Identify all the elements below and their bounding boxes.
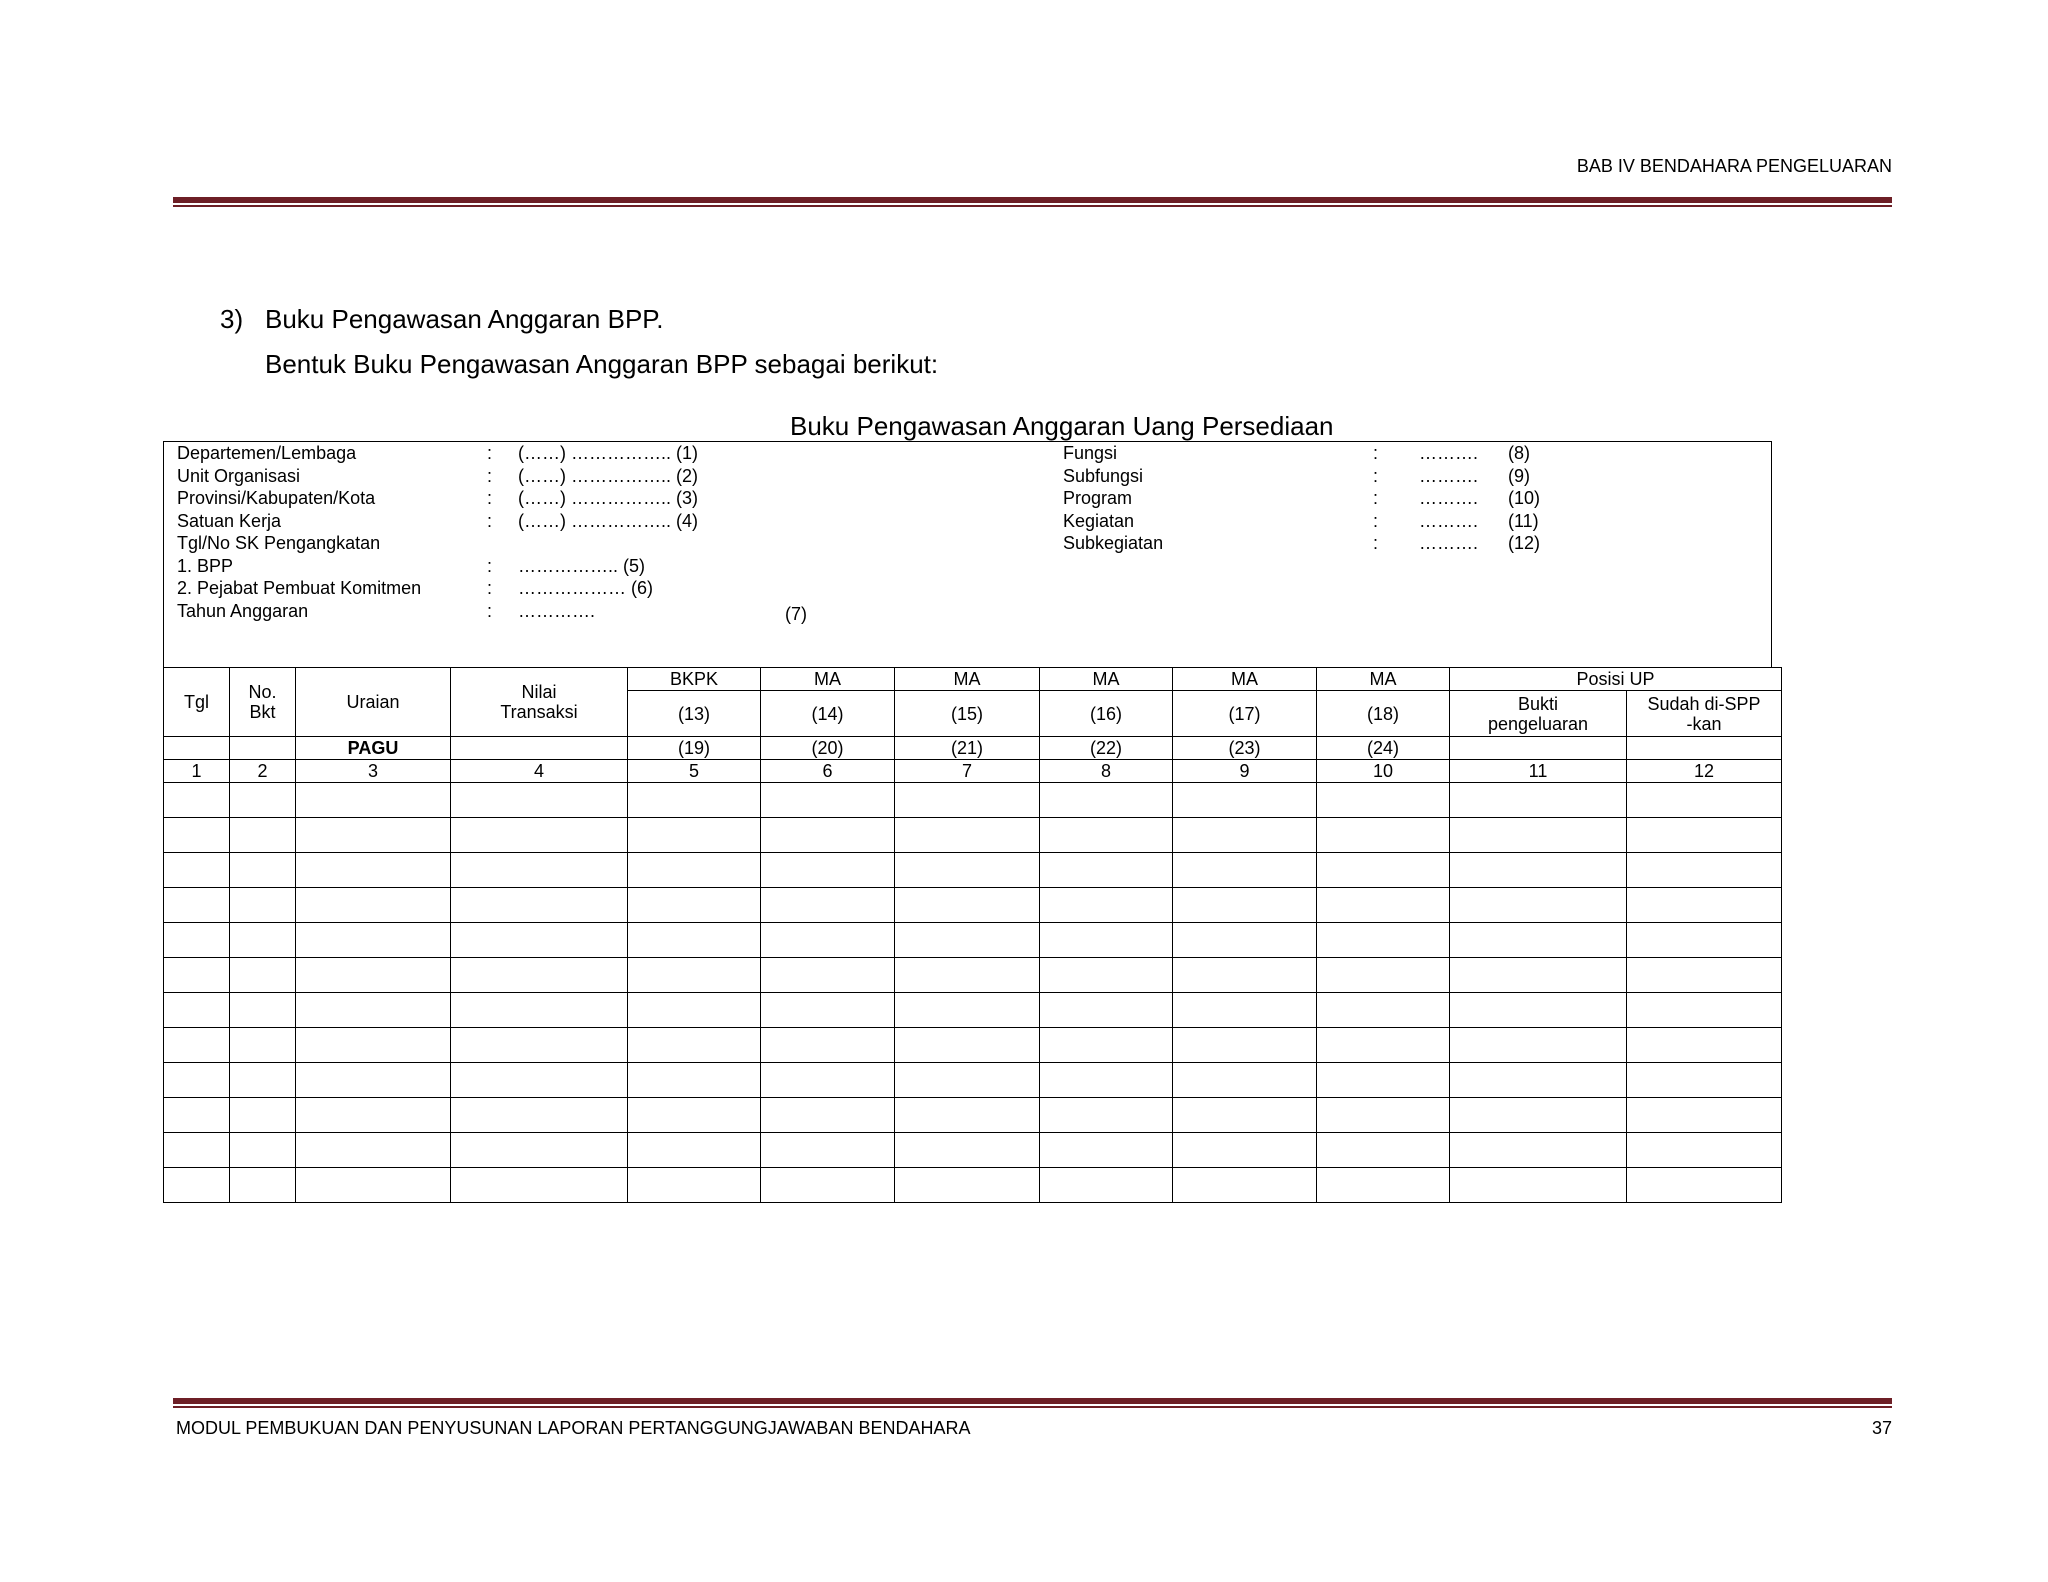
table-cell: [451, 1063, 628, 1098]
table-cell: [628, 1133, 761, 1168]
table-cell: [1040, 923, 1173, 958]
footer-rule: [173, 1398, 1892, 1404]
table-cell: [1317, 1168, 1450, 1203]
table-cell: [895, 1168, 1040, 1203]
field-value: ……………… (6): [518, 578, 653, 598]
field-ref: (8): [1508, 443, 1530, 463]
table-cell: [1450, 853, 1627, 888]
account-head: MA: [895, 668, 1040, 691]
field-sep: :: [487, 578, 493, 598]
table-row: [164, 1028, 1782, 1063]
table-cell: [1317, 1133, 1450, 1168]
section-description: Bentuk Buku Pengawasan Anggaran BPP sebagai berikut:: [265, 349, 939, 379]
table-cell: [1040, 888, 1173, 923]
table-cell: [895, 888, 1040, 923]
table-cell: [164, 783, 230, 818]
table-row: [164, 923, 1782, 958]
table-row: [164, 1168, 1782, 1203]
table-cell: [1040, 1028, 1173, 1063]
table-cell: [451, 1168, 628, 1203]
table-cell: [761, 1028, 895, 1063]
pagu-code: (19): [628, 737, 761, 760]
table-cell: [761, 1098, 895, 1133]
field-label: Tgl/No SK Pengangkatan: [177, 533, 381, 553]
table-row: [164, 958, 1782, 993]
table-cell: [628, 1063, 761, 1098]
field-sep: :: [487, 600, 493, 621]
table-cell: [1040, 1098, 1173, 1133]
column-number: 12: [1627, 760, 1782, 783]
form-header-box: [163, 441, 1772, 668]
table-cell: [1317, 818, 1450, 853]
table-cell: [296, 1133, 451, 1168]
table-cell: [1627, 1133, 1782, 1168]
table-cell: [761, 1168, 895, 1203]
account-head: MA: [761, 668, 895, 691]
field-ref: (9): [1508, 465, 1530, 486]
field-sep: :: [1373, 443, 1379, 463]
table-cell: [1450, 818, 1627, 853]
table-row: [164, 1098, 1782, 1133]
table-cell: [1173, 853, 1317, 888]
field-sep: :: [487, 488, 493, 508]
table-cell: [230, 993, 296, 1028]
field-label: Satuan Kerja: [177, 510, 282, 531]
table-cell: [628, 1098, 761, 1133]
table-cell: [628, 818, 761, 853]
field-label: Provinsi/Kabupaten/Kota: [177, 488, 376, 508]
field-sep: :: [1373, 533, 1379, 553]
column-number: 6: [761, 760, 895, 783]
column-number: 4: [451, 760, 628, 783]
table-cell: [1173, 1098, 1317, 1133]
table-cell: [451, 1028, 628, 1063]
ledger-table: [163, 667, 1782, 1203]
table-cell: [1173, 923, 1317, 958]
table-cell: [628, 853, 761, 888]
table-cell: [296, 1063, 451, 1098]
table-cell: [164, 853, 230, 888]
table-cell: [1173, 888, 1317, 923]
table-cell: [1450, 958, 1627, 993]
table-cell: [230, 923, 296, 958]
field-sep: :: [1373, 510, 1379, 531]
column-number-row: [164, 760, 1782, 783]
table-cell: [628, 888, 761, 923]
table-cell: [895, 1028, 1040, 1063]
table-cell: [451, 853, 628, 888]
tahun-ref: (7): [785, 604, 807, 624]
col-header-bukti-pengeluaran: Bukti pengeluaran: [1450, 691, 1627, 737]
table-cell: [230, 853, 296, 888]
field-label: Program: [1063, 488, 1133, 508]
table-cell: [1317, 853, 1450, 888]
pagu-label: PAGU: [296, 737, 451, 760]
pagu-row: [164, 737, 1782, 760]
field-label: 2. Pejabat Pembuat Komitmen: [177, 578, 422, 598]
table-cell: [1627, 853, 1782, 888]
table-cell: [1627, 737, 1782, 760]
field-sep: :: [487, 510, 493, 531]
table-row: [164, 888, 1782, 923]
table-cell: [628, 1168, 761, 1203]
field-label: Fungsi: [1063, 443, 1118, 463]
chapter-header: BAB IV BENDAHARA PENGELUARAN: [1576, 156, 1892, 176]
table-cell: [451, 888, 628, 923]
col-header-posisi-up: Posisi UP: [1450, 668, 1782, 691]
pagu-code: (20): [761, 737, 895, 760]
table-cell: [164, 888, 230, 923]
field-dots: ……….: [1419, 510, 1479, 531]
column-number: 2: [230, 760, 296, 783]
table-cell: [895, 818, 1040, 853]
field-label: Departemen/Lembaga: [177, 443, 357, 463]
table-cell: [164, 923, 230, 958]
pagu-code: (21): [895, 737, 1040, 760]
table-cell: [1173, 993, 1317, 1028]
table-cell: [296, 1028, 451, 1063]
table-cell: [1450, 1133, 1627, 1168]
table-cell: [164, 1063, 230, 1098]
table-cell: [230, 737, 296, 760]
table-cell: [451, 958, 628, 993]
table-cell: [628, 958, 761, 993]
table-cell: [895, 993, 1040, 1028]
table-row: [164, 1133, 1782, 1168]
pagu-code: (22): [1040, 737, 1173, 760]
table-cell: [451, 1133, 628, 1168]
table-cell: [296, 783, 451, 818]
field-value: (……) …………….. (3): [518, 488, 698, 508]
table-cell: [1040, 853, 1173, 888]
page-number: 37: [1871, 1418, 1892, 1438]
table-cell: [628, 1028, 761, 1063]
table-cell: [296, 888, 451, 923]
pagu-code: (24): [1317, 737, 1450, 760]
table-cell: [1040, 1168, 1173, 1203]
table-cell: [1450, 1098, 1627, 1133]
field-label: Unit Organisasi: [177, 465, 301, 486]
table-cell: [761, 1063, 895, 1098]
table-cell: [1040, 818, 1173, 853]
table-cell: [230, 783, 296, 818]
table-cell: [1317, 1098, 1450, 1133]
table-row: [164, 783, 1782, 818]
table-cell: [1173, 818, 1317, 853]
table-cell: [451, 818, 628, 853]
table-cell: [230, 1133, 296, 1168]
column-number: 10: [1317, 760, 1450, 783]
table-cell: [1450, 888, 1627, 923]
field-sep: :: [1373, 465, 1379, 486]
table-cell: [1317, 1028, 1450, 1063]
field-value: ………….: [518, 600, 596, 621]
field-label: Subkegiatan: [1063, 533, 1164, 553]
table-cell: [1627, 783, 1782, 818]
table-cell: [164, 818, 230, 853]
section-title: Buku Pengawasan Anggaran BPP.: [265, 304, 664, 334]
table-cell: [1173, 1028, 1317, 1063]
table-cell: [230, 1063, 296, 1098]
form-title: Buku Pengawasan Anggaran Uang Persediaan: [790, 411, 1334, 441]
table-cell: [1627, 1098, 1782, 1133]
column-number: 8: [1040, 760, 1173, 783]
table-cell: [895, 1133, 1040, 1168]
table-cell: [1627, 1063, 1782, 1098]
table-cell: [628, 783, 761, 818]
account-code: (15): [895, 691, 1040, 737]
table-cell: [1627, 958, 1782, 993]
field-value: (……) …………….. (2): [518, 465, 698, 486]
account-head: BKPK: [628, 668, 761, 691]
table-cell: [1450, 1168, 1627, 1203]
table-cell: [296, 923, 451, 958]
table-cell: [230, 958, 296, 993]
table-cell: [1627, 818, 1782, 853]
account-code: (14): [761, 691, 895, 737]
table-cell: [895, 1098, 1040, 1133]
table-cell: [1173, 958, 1317, 993]
table-row: [164, 993, 1782, 1028]
table-cell: [895, 958, 1040, 993]
table-cell: [761, 993, 895, 1028]
table-cell: [230, 888, 296, 923]
table-cell: [296, 818, 451, 853]
field-label: Kegiatan: [1063, 510, 1135, 531]
column-number: 7: [895, 760, 1040, 783]
field-value: (……) …………….. (4): [518, 510, 698, 531]
field-label: Tahun Anggaran: [177, 600, 309, 621]
table-cell: [164, 958, 230, 993]
table-cell: [895, 923, 1040, 958]
account-head: MA: [1173, 668, 1317, 691]
table-cell: [1317, 923, 1450, 958]
table-cell: [230, 1098, 296, 1133]
table-cell: [230, 1028, 296, 1063]
table-cell: [296, 1098, 451, 1133]
table-cell: [1317, 958, 1450, 993]
table-cell: [164, 737, 230, 760]
col-header-no-bkt: No. Bkt: [230, 668, 296, 737]
table-cell: [1627, 888, 1782, 923]
column-number: 3: [296, 760, 451, 783]
table-cell: [761, 1133, 895, 1168]
table-cell: [761, 888, 895, 923]
table-cell: [628, 993, 761, 1028]
column-number: 1: [164, 760, 230, 783]
table-cell: [296, 1168, 451, 1203]
table-cell: [164, 1133, 230, 1168]
field-dots: ……….: [1419, 465, 1479, 486]
field-sep: :: [487, 465, 493, 486]
col-header-tgl: Tgl: [164, 668, 230, 737]
table-cell: [1450, 1028, 1627, 1063]
table-cell: [1317, 1063, 1450, 1098]
table-cell: [164, 1168, 230, 1203]
table-cell: [1040, 783, 1173, 818]
table-cell: [1317, 993, 1450, 1028]
footer-rule-thin: [173, 1406, 1892, 1408]
table-cell: [895, 1063, 1040, 1098]
table-cell: [1173, 1063, 1317, 1098]
field-sep: :: [1373, 488, 1379, 508]
account-code: (16): [1040, 691, 1173, 737]
field-dots: ……….: [1419, 533, 1479, 553]
section-number: 3): [220, 304, 244, 334]
column-number: 5: [628, 760, 761, 783]
table-cell: [164, 993, 230, 1028]
table-cell: [761, 853, 895, 888]
table-row: [164, 1063, 1782, 1098]
field-sep: :: [487, 555, 493, 576]
table-cell: [1040, 958, 1173, 993]
field-ref: (10): [1508, 488, 1541, 508]
header-rule: [173, 197, 1892, 203]
table-cell: [1317, 783, 1450, 818]
table-cell: [761, 958, 895, 993]
table-cell: [1450, 993, 1627, 1028]
table-cell: [1450, 783, 1627, 818]
table-cell: [1317, 888, 1450, 923]
table-cell: [1173, 1168, 1317, 1203]
header-rule-thin: [173, 205, 1892, 207]
footer-module-title: MODUL PEMBUKUAN DAN PENYUSUNAN LAPORAN PERTANGGUNGJAWABAN BENDAHARA: [176, 1418, 971, 1438]
table-cell: [1040, 993, 1173, 1028]
field-label: Subfungsi: [1063, 465, 1144, 486]
table-row: [164, 853, 1782, 888]
account-code: (17): [1173, 691, 1317, 737]
field-ref: (12): [1508, 533, 1541, 553]
table-cell: [761, 783, 895, 818]
column-number: 9: [1173, 760, 1317, 783]
table-cell: [761, 923, 895, 958]
field-ref: (11): [1508, 510, 1539, 531]
table-cell: [895, 853, 1040, 888]
table-cell: [1627, 993, 1782, 1028]
table-cell: [164, 1098, 230, 1133]
table-cell: [895, 783, 1040, 818]
field-sep: :: [487, 443, 493, 463]
table-cell: [1627, 1028, 1782, 1063]
table-cell: [1040, 1063, 1173, 1098]
account-code: (13): [628, 691, 761, 737]
table-cell: [1627, 923, 1782, 958]
table-cell: [230, 1168, 296, 1203]
field-value: (……) …………….. (1): [518, 443, 698, 463]
col-header-uraian: Uraian: [296, 668, 451, 737]
table-cell: [1450, 737, 1627, 760]
field-dots: ……….: [1419, 488, 1479, 508]
table-cell: [451, 923, 628, 958]
account-head: MA: [1040, 668, 1173, 691]
table-cell: [451, 783, 628, 818]
column-number: 11: [1450, 760, 1627, 783]
table-cell: [1450, 1063, 1627, 1098]
table-cell: [761, 818, 895, 853]
table-cell: [296, 958, 451, 993]
field-dots: ……….: [1419, 443, 1479, 463]
table-cell: [296, 853, 451, 888]
table-cell: [1450, 923, 1627, 958]
col-header-nilai-transaksi: Nilai Transaksi: [451, 668, 628, 737]
table-cell: [164, 1028, 230, 1063]
table-cell: [1173, 1133, 1317, 1168]
table-cell: [451, 737, 628, 760]
table-cell: [628, 923, 761, 958]
table-cell: [296, 993, 451, 1028]
account-head: MA: [1317, 668, 1450, 691]
field-value: …………….. (5): [518, 555, 646, 576]
table-cell: [451, 993, 628, 1028]
account-code: (18): [1317, 691, 1450, 737]
table-cell: [1040, 1133, 1173, 1168]
table-cell: [1173, 783, 1317, 818]
field-label: 1. BPP: [177, 555, 234, 576]
col-header-sudah-di-spp: Sudah di-SPP -kan: [1627, 691, 1782, 737]
table-row: [164, 818, 1782, 853]
table-cell: [230, 818, 296, 853]
table-cell: [1627, 1168, 1782, 1203]
pagu-code: (23): [1173, 737, 1317, 760]
table-cell: [451, 1098, 628, 1133]
